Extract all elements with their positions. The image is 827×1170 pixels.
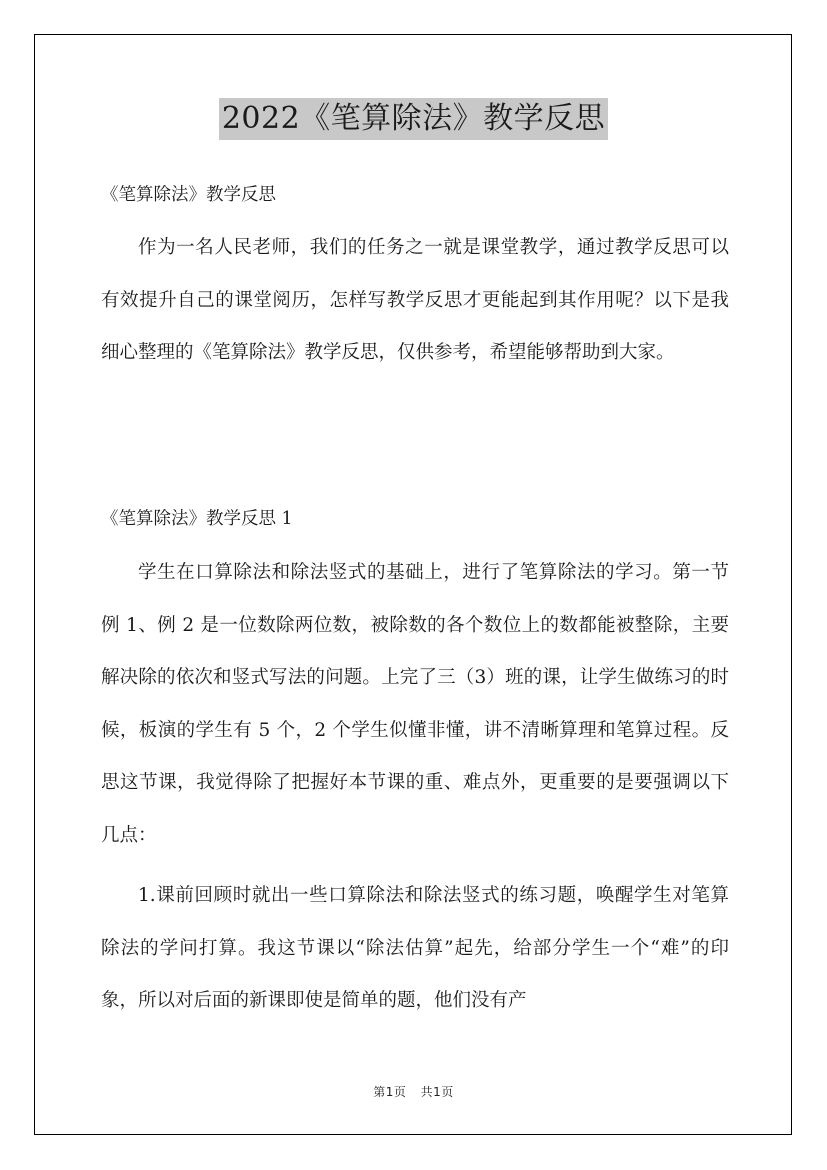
- intro-heading: 《笔算除法》教学反思: [101, 185, 276, 205]
- page-number-current: 第1页: [373, 1085, 407, 1099]
- intro-paragraph: 作为一名人民老师，我们的任务之一就是课堂教学，通过教学反思可以有效提升自己的课堂阅历，怎样写教学反思才更能起到其作用呢？以下是我细心整理的《笔算除法》教学反思，仅供参考，希望能够帮助到大家。: [101, 237, 729, 363]
- document-title: 2022《笔算除法》教学反思: [219, 98, 608, 140]
- section1-paragraph-2: 1.课前回顾时就出一些口算除法和除法竖式的练习题，唤醒学生对笔算除法的学问打算。我这节课以“除法估算”起先，给部分学生一个“难”的印象，所以对后面的新课即使是简单的题，他们没有产: [101, 885, 729, 1011]
- page-number-total: 共1页: [420, 1085, 454, 1099]
- section1-heading: 《笔算除法》教学反思 1: [101, 509, 293, 529]
- section1-paragraph-1: 学生在口算除法和除法竖式的基础上，进行了笔算除法的学习。第一节例 1、例 2 是一位数除两位数，被除数的各个数位上的数都能被整除，主要解决除的依次和竖式写法的问题。上完了三（3）班的课，让学生做练习的时候，板演的学生有 5 个，2 个学生似懂非懂，讲不清晰算理和笔算过程。反思这节课，我觉得除了把握好本节课的重、难点外，更重要的是要强调以下几点：: [101, 562, 729, 846]
- page-footer: [0, 1083, 827, 1100]
- title-container: [0, 98, 827, 140]
